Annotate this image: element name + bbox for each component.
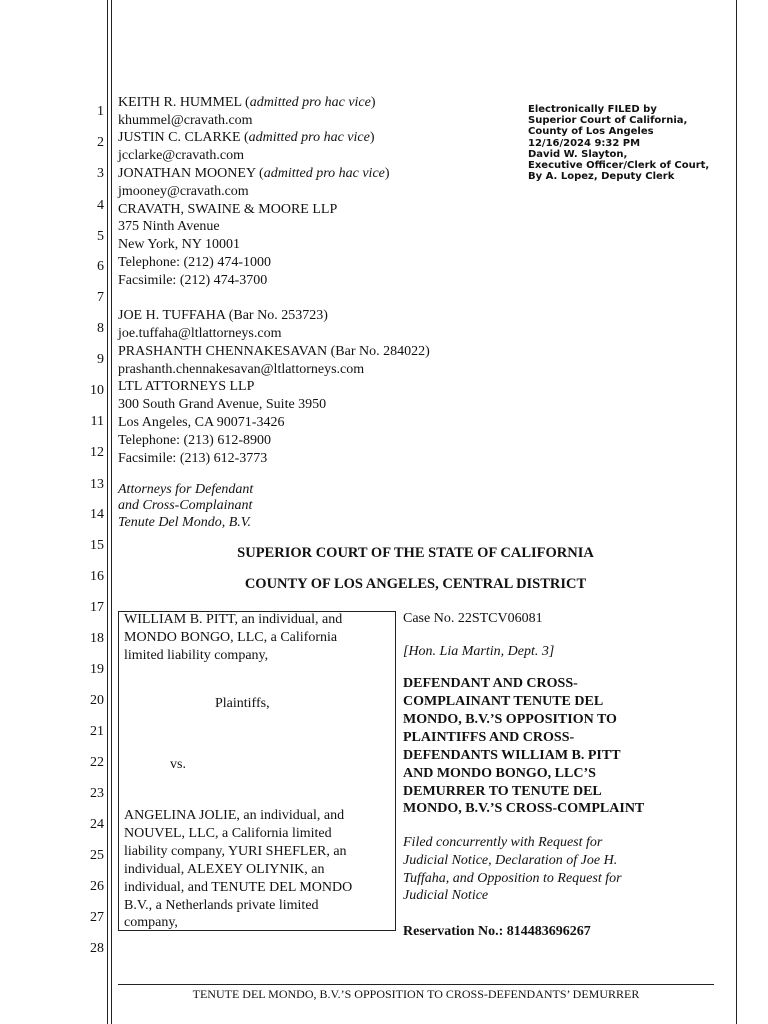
- line-number: 2: [97, 135, 104, 150]
- line-number: 19: [90, 662, 104, 677]
- line-number: 16: [90, 569, 104, 584]
- defendant-line: B.V., a Netherlands private limited: [124, 898, 319, 913]
- counsel-line: JUSTIN C. CLARKE (admitted pro hac vice): [118, 130, 375, 145]
- defendant-line: NOUVEL, LLC, a California limited: [124, 826, 332, 841]
- counsel-line: JOE H. TUFFAHA (Bar No. 253723): [118, 308, 328, 323]
- counsel-email: jcclarke@cravath.com: [118, 148, 244, 163]
- line-number: 21: [90, 724, 104, 739]
- defendant-line: individual, and TENUTE DEL MONDO: [124, 880, 353, 895]
- counsel-line: JONATHAN MOONEY (admitted pro hac vice): [118, 166, 390, 181]
- line-number: 7: [97, 290, 104, 305]
- margin-rule-right: [736, 0, 737, 1024]
- line-number: 27: [90, 910, 104, 925]
- line-number: 24: [90, 817, 104, 832]
- stamp-line: Electronically FILED by: [528, 104, 657, 115]
- firm-telephone: Telephone: (213) 612-8900: [118, 433, 271, 448]
- line-number: 12: [90, 445, 104, 460]
- line-number: 17: [90, 600, 104, 615]
- judge-assignment: [Hon. Lia Martin, Dept. 3]: [403, 644, 555, 659]
- line-number: 5: [97, 229, 104, 244]
- defendant-line: liability company, YURI SHEFLER, an: [124, 844, 347, 859]
- defendant-line: company,: [124, 915, 178, 930]
- line-number: 1: [97, 104, 104, 119]
- line-number: 18: [90, 631, 104, 646]
- court-title: SUPERIOR COURT OF THE STATE OF CALIFORNIA: [237, 545, 594, 561]
- filed-concurrently-line: Judicial Notice: [403, 888, 489, 903]
- line-number: 26: [90, 879, 104, 894]
- counsel-line: PRASHANTH CHENNAKESAVAN (Bar No. 284022): [118, 344, 430, 359]
- stamp-line: County of Los Angeles: [528, 126, 654, 138]
- attorneys-for: Attorneys for Defendant: [118, 482, 254, 497]
- page-footer: TENUTE DEL MONDO, B.V.’S OPPOSITION TO CROSS-DEFENDANTS’ DEMURRER: [192, 987, 640, 1001]
- line-number: 22: [90, 755, 104, 770]
- court-district: COUNTY OF LOS ANGELES, CENTRAL DISTRICT: [244, 576, 587, 592]
- plaintiff-line: limited liability company,: [124, 648, 269, 663]
- line-number: 20: [90, 693, 104, 708]
- stamp-line: David W. Slayton,: [528, 148, 628, 160]
- document-title-line: DEFENDANT AND CROSS-: [403, 676, 578, 691]
- line-number: 4: [97, 198, 104, 213]
- stamp-line: Superior Court of California,: [528, 115, 688, 127]
- filed-concurrently-line: Filed concurrently with Request for: [403, 835, 603, 850]
- line-number: 9: [97, 352, 104, 367]
- attorneys-for: and Cross-Complainant: [118, 498, 253, 513]
- firm-facsimile: Facsimile: (212) 474-3700: [118, 273, 268, 288]
- document-title-line: DEFENDANTS WILLIAM B. PITT: [403, 748, 621, 763]
- stamp-line: 12/16/2024 9:32 PM: [528, 137, 641, 149]
- line-number: 10: [90, 383, 104, 398]
- footer-rule: [118, 984, 714, 985]
- filed-concurrently-line: Judicial Notice, Declaration of Joe H.: [403, 853, 618, 868]
- line-number: 28: [90, 941, 104, 956]
- plaintiffs-label: Plaintiffs,: [215, 696, 270, 711]
- case-number: Case No. 22STCV06081: [403, 611, 543, 626]
- line-number: 25: [90, 848, 104, 863]
- counsel-line: KEITH R. HUMMEL (admitted pro hac vice): [118, 95, 376, 110]
- firm-name: CRAVATH, SWAINE & MOORE LLP: [118, 202, 338, 217]
- defendant-line: ANGELINA JOLIE, an individual, and: [124, 808, 345, 823]
- attorneys-for: Tenute Del Mondo, B.V.: [118, 515, 251, 530]
- line-number: 8: [97, 321, 104, 336]
- document-title-line: PLAINTIFFS AND CROSS-: [403, 730, 575, 745]
- line-number: 3: [97, 166, 104, 181]
- line-number: 11: [90, 414, 104, 429]
- margin-rule-left-inner: [111, 0, 112, 1024]
- firm-address: New York, NY 10001: [118, 237, 240, 252]
- reservation-number: Reservation No.: 814483696267: [403, 924, 591, 939]
- filing-stamp: [528, 104, 728, 182]
- versus-label: vs.: [170, 757, 186, 772]
- document-title-line: MONDO, B.V.’S OPPOSITION TO: [403, 712, 617, 727]
- firm-address: 375 Ninth Avenue: [118, 219, 220, 234]
- firm-name: LTL ATTORNEYS LLP: [118, 379, 255, 394]
- plaintiff-line: WILLIAM B. PITT, an individual, and: [124, 612, 343, 627]
- filed-concurrently-line: Tuffaha, and Opposition to Request for: [403, 871, 622, 886]
- counsel-email: joe.tuffaha@ltlattorneys.com: [118, 326, 282, 341]
- stamp-line: By A. Lopez, Deputy Clerk: [528, 171, 675, 183]
- counsel-email: jmooney@cravath.com: [118, 184, 249, 199]
- defendant-line: individual, ALEXEY OLIYNIK, an: [124, 862, 325, 877]
- line-number: 23: [90, 786, 104, 801]
- counsel-email: khummel@cravath.com: [118, 113, 253, 128]
- counsel-email: prashanth.chennakesavan@ltlattorneys.com: [118, 362, 365, 377]
- document-title-line: MONDO, B.V.’S CROSS-COMPLAINT: [403, 801, 645, 816]
- line-number: 14: [90, 507, 104, 522]
- stamp-line: Executive Officer/Clerk of Court,: [528, 160, 710, 172]
- margin-rule-left-outer: [107, 0, 108, 1024]
- document-title-line: COMPLAINANT TENUTE DEL: [403, 694, 604, 709]
- firm-telephone: Telephone: (212) 474-1000: [118, 255, 271, 270]
- document-title-line: DEMURRER TO TENUTE DEL: [403, 784, 602, 799]
- line-number: 6: [97, 259, 104, 274]
- line-number: 15: [90, 538, 104, 553]
- firm-address: 300 South Grand Avenue, Suite 3950: [118, 397, 327, 412]
- line-number: 13: [90, 477, 104, 492]
- document-title-line: AND MONDO BONGO, LLC’S: [403, 766, 596, 781]
- plaintiff-line: MONDO BONGO, LLC, a California: [124, 630, 338, 645]
- firm-facsimile: Facsimile: (213) 612-3773: [118, 451, 268, 466]
- firm-address: Los Angeles, CA 90071-3426: [118, 415, 285, 430]
